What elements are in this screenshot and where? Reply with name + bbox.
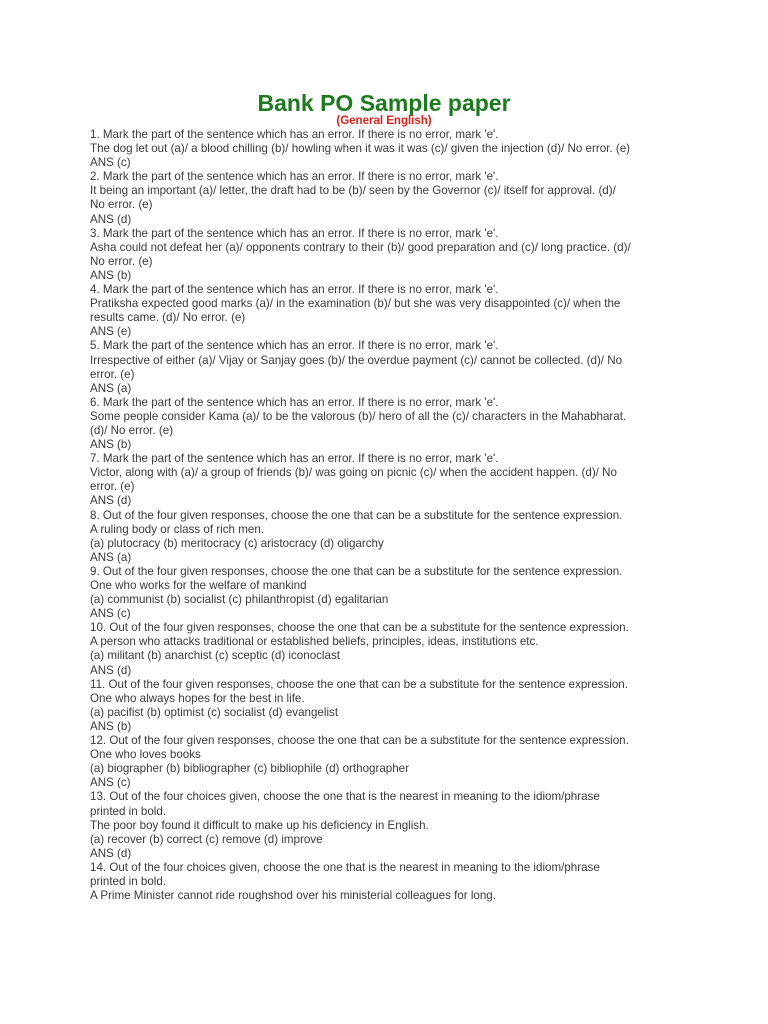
text-line: 1. Mark the part of the sentence which has an error. If there is no error, mark 'e'. bbox=[90, 128, 499, 141]
text-line: ANS (a) bbox=[90, 550, 132, 564]
text-line: ANS (d) bbox=[90, 494, 132, 508]
text-line: Victor, along with (a)/ a group of friends (b)/ was going on picnic (c)/ when the accident happen. (d)/ No bbox=[90, 466, 617, 480]
text-line: 14. Out of the four choices given, choose the one that is the nearest in meaning to the idiom/phrase bbox=[90, 860, 600, 874]
text-line: 9. Out of the four given responses, choose the one that can be a substitute for the sentence expression. bbox=[90, 564, 623, 578]
text-line: error. (e) bbox=[90, 367, 135, 381]
text-line: A ruling body or class of rich men. bbox=[90, 522, 264, 536]
text-line: ANS (c) bbox=[90, 156, 131, 170]
text-line: printed in bold. bbox=[90, 804, 167, 818]
text-line: One who works for the welfare of mankind bbox=[90, 579, 307, 592]
text-line: No error. (e) bbox=[90, 254, 153, 268]
text-line: A person who attacks traditional or established beliefs, principles, ideas, institutions etc. bbox=[90, 635, 539, 649]
text-line: 6. Mark the part of the sentence which has an error. If there is no error, mark 'e'. bbox=[90, 395, 499, 409]
text-line: ANS (c) bbox=[90, 607, 131, 621]
document-body bbox=[90, 128, 690, 903]
text-line: 4. Mark the part of the sentence which has an error. If there is no error, mark 'e'. bbox=[90, 283, 499, 297]
text-line: error. (e) bbox=[90, 480, 135, 494]
text-line: No error. (e) bbox=[90, 198, 153, 212]
text-line: ANS (d) bbox=[90, 846, 132, 860]
text-line: 10. Out of the four given responses, choose the one that can be a substitute for the sentence expression. bbox=[90, 621, 629, 635]
text-line: ANS (c) bbox=[90, 776, 131, 790]
text-line: Some people consider Kama (a)/ to be the valorous (b)/ hero of all the (c)/ characters in the Mahabharat. bbox=[90, 409, 627, 423]
text-line: printed in bold. bbox=[90, 874, 167, 888]
text-line: A Prime Minister cannot ride roughshod over his ministerial colleagues for long. bbox=[90, 889, 496, 903]
text-line: ANS (e) bbox=[90, 325, 132, 339]
text-line: 7. Mark the part of the sentence which has an error. If there is no error, mark 'e'. bbox=[90, 452, 499, 466]
text-line: (a) communist (b) socialist (c) philanthropist (d) egalitarian bbox=[90, 593, 389, 607]
text-line: (a) pacifist (b) optimist (c) socialist (d) evangelist bbox=[90, 705, 339, 719]
text-line: 2. Mark the part of the sentence which has an error. If there is no error, mark 'e'. bbox=[90, 170, 499, 184]
text-line: 11. Out of the four given responses, choose the one that can be a substitute for the sentence expression. bbox=[90, 677, 628, 691]
text-line: ANS (a) bbox=[90, 381, 132, 395]
text-line: 8. Out of the four given responses, choose the one that can be a substitute for the sentence expression. bbox=[90, 508, 623, 522]
text-line: One who loves books bbox=[90, 748, 201, 762]
text-line: (a) biographer (b) bibliographer (c) bibliophile (d) orthographer bbox=[90, 762, 409, 776]
text-line: (a) recover (b) correct (c) remove (d) improve bbox=[90, 832, 323, 846]
text-line: It being an important (a)/ letter, the draft had to be (b)/ seen by the Governor (c)/ itself for approval. (d)/ bbox=[90, 184, 616, 198]
text-line: ANS (b) bbox=[90, 719, 132, 733]
page-title: Bank PO Sample paper bbox=[257, 90, 511, 116]
text-line: 5. Mark the part of the sentence which has an error. If there is no error, mark 'e'. bbox=[90, 339, 499, 353]
text-line: (a) plutocracy (b) meritocracy (c) aristocracy (d) oligarchy bbox=[90, 536, 384, 550]
text-line: The dog let out (a)/ a blood chilling (b)/ howling when it was it was (c)/ given the injection (d)/ No error. (e) bbox=[90, 142, 630, 156]
text-line: ANS (d) bbox=[90, 663, 132, 677]
text-line: (d)/ No error. (e) bbox=[90, 423, 174, 437]
text-line: (a) militant (b) anarchist (c) sceptic (d) iconoclast bbox=[90, 649, 340, 663]
text-line: The poor boy found it difficult to make up his deficiency in English. bbox=[90, 818, 429, 832]
text-line: One who always hopes for the best in life. bbox=[90, 691, 305, 705]
text-line: ANS (b) bbox=[90, 438, 132, 452]
text-line: results came. (d)/ No error. (e) bbox=[90, 311, 246, 325]
text-line: 3. Mark the part of the sentence which has an error. If there is no error, mark 'e'. bbox=[90, 226, 499, 240]
text-line: Pratiksha expected good marks (a)/ in the examination (b)/ but she was very disappointed (c)/ when the bbox=[90, 297, 621, 311]
text-line: ANS (d) bbox=[90, 212, 132, 226]
text-line: Irrespective of either (a)/ Vijay or Sanjay goes (b)/ the overdue payment (c)/ cannot be collected. (d)/ No bbox=[90, 353, 623, 367]
page-subtitle: (General English) bbox=[336, 115, 432, 127]
text-line: Asha could not defeat her (a)/ opponents contrary to their (b)/ good preparation and (c)/ long practice. (d)/ bbox=[90, 240, 631, 254]
text-line: ANS (b) bbox=[90, 268, 132, 282]
text-line: 12. Out of the four given responses, choose the one that can be a substitute for the sentence expression. bbox=[90, 734, 629, 748]
text-line: 13. Out of the four choices given, choose the one that is the nearest in meaning to the idiom/phrase bbox=[90, 790, 600, 804]
